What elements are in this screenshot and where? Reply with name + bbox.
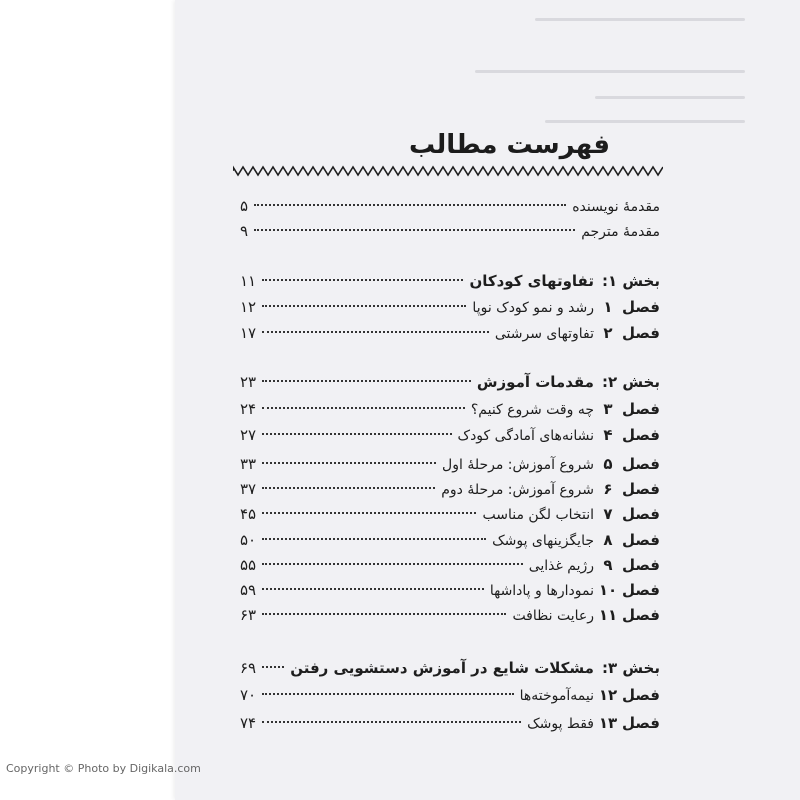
page-number: ۱۱ [240, 272, 257, 290]
chapter-number: ۷ [603, 505, 613, 523]
toc-row-part-3 [240, 659, 660, 685]
page-number: ۲۴ [240, 400, 257, 418]
page-number: ۲۷ [240, 426, 257, 444]
toc-row-chapter-2 [240, 324, 660, 350]
part-title: تفاوتهای کودکان [469, 272, 594, 290]
page-number: ۷۰ [240, 686, 257, 704]
chapter-number: ۱۰ [598, 581, 618, 599]
chapter-label: فصل [622, 455, 660, 473]
toc-row-chapter-1 [240, 298, 660, 324]
page-number: ۵۹ [240, 581, 257, 599]
chapter-number: ۸ [603, 531, 613, 549]
chapter-label: فصل [622, 324, 660, 342]
page-number: ۶۹ [240, 659, 257, 677]
chapter-title: انتخاب لگن مناسب [482, 507, 594, 523]
chapter-number: ۲ [603, 324, 613, 342]
show-through-line [535, 18, 745, 21]
page-number: ۱۲ [240, 298, 257, 316]
chapter-number: ۱۱ [598, 606, 618, 624]
dot-leader [254, 229, 575, 231]
dot-leader [262, 487, 435, 489]
chapter-title: رعایت نظافت [512, 608, 594, 624]
dot-leader [262, 538, 486, 540]
chapter-label: فصل [622, 400, 660, 418]
chapter-title: چه وقت شروع کنیم؟ [470, 402, 594, 418]
part-title: مقدمات آموزش [476, 373, 594, 391]
chapter-number: ۶ [603, 480, 613, 498]
chapter-label: فصل [622, 714, 660, 732]
toc-row-chapter-13 [240, 714, 660, 740]
title-underline-wave [233, 164, 663, 178]
toc-row-chapter-8 [240, 531, 660, 557]
toc-row-intro-translator [240, 222, 660, 248]
chapter-number: ۳ [603, 400, 613, 418]
dot-leader [262, 666, 284, 668]
chapter-label: فصل [622, 531, 660, 549]
chapter-number: ۱۲ [598, 686, 618, 704]
chapter-title: نیمه‌آموخته‌ها [519, 688, 594, 704]
part-label: بخش ۳: [601, 659, 660, 677]
toc-row-chapter-12 [240, 686, 660, 712]
toc-row-chapter-9 [240, 556, 660, 582]
chapter-label: فصل [622, 581, 660, 599]
chapter-label: فصل [622, 480, 660, 498]
chapter-title: تفاوتهای سرشتی [494, 326, 594, 342]
page-number: ۳۳ [240, 455, 257, 473]
chapter-number: ۴ [603, 426, 613, 444]
part-label: بخش ۱: [601, 272, 660, 290]
chapter-label: فصل [622, 606, 660, 624]
chapter-title: شروع آموزش: مرحلهٔ دوم [441, 482, 594, 498]
dot-leader [262, 380, 471, 382]
toc-row-part-2 [240, 373, 660, 399]
chapter-title: نمودارها و پاداشها [489, 583, 594, 599]
show-through-line [545, 120, 745, 123]
dot-leader [262, 721, 521, 723]
toc-entry-title: مقدمهٔ نویسنده [572, 199, 660, 215]
page-number: ۷۴ [240, 714, 257, 732]
dot-leader [262, 433, 451, 435]
chapter-label: فصل [622, 505, 660, 523]
chapter-number: ۹ [603, 556, 613, 574]
copyright-watermark: Copyright © Photo by Digikala.com [6, 762, 201, 775]
dot-leader [262, 563, 523, 565]
chapter-title: فقط پوشک [527, 716, 594, 732]
toc-row-chapter-4 [240, 426, 660, 452]
page-number: ۹ [240, 222, 249, 240]
dot-leader [262, 462, 436, 464]
toc-entry-title: مقدمهٔ مترجم [581, 224, 660, 240]
background-left [0, 0, 175, 800]
part-title: مشکلات شایع در آموزش دستشویی رفتن [290, 659, 594, 677]
toc-row-chapter-10 [240, 581, 660, 607]
toc-row-chapter-3 [240, 400, 660, 426]
dot-leader [262, 279, 463, 281]
chapter-title: رژیم غذایی [528, 558, 594, 574]
dot-leader [262, 613, 506, 615]
show-through-line [595, 96, 745, 99]
chapter-title: رشد و نمو کودک نوپا [472, 300, 594, 316]
toc-row-chapter-6 [240, 480, 660, 506]
page-number: ۶۳ [240, 606, 257, 624]
page-number: ۵۵ [240, 556, 257, 574]
toc-row-chapter-5 [240, 455, 660, 481]
chapter-number: ۵ [603, 455, 613, 473]
chapter-label: فصل [622, 686, 660, 704]
page-number: ۲۳ [240, 373, 257, 391]
page-number: ۱۷ [240, 324, 257, 342]
chapter-label: فصل [622, 556, 660, 574]
dot-leader [262, 305, 466, 307]
page-number: ۵ [240, 197, 249, 215]
toc-row-part-1 [240, 272, 660, 298]
part-label: بخش ۲: [601, 373, 660, 391]
dot-leader [262, 693, 514, 695]
chapter-number: ۱۳ [598, 714, 618, 732]
chapter-label: فصل [622, 298, 660, 316]
page-number: ۳۷ [240, 480, 257, 498]
dot-leader [262, 331, 489, 333]
page-number: ۵۰ [240, 531, 257, 549]
toc-row-chapter-7 [240, 505, 660, 531]
chapter-label: فصل [622, 426, 660, 444]
toc-row-intro-author [240, 197, 660, 223]
chapter-title: نشانه‌های آمادگی کودک [457, 428, 594, 444]
page-number: ۴۵ [240, 505, 257, 523]
show-through-line [475, 70, 745, 73]
chapter-title: جایگزینهای پوشک [492, 533, 594, 549]
dot-leader [262, 407, 465, 409]
dot-leader [262, 512, 476, 514]
chapter-title: شروع آموزش: مرحلهٔ اول [442, 457, 594, 473]
dot-leader [254, 204, 566, 206]
dot-leader [262, 588, 484, 590]
chapter-number: ۱ [603, 298, 613, 316]
page-title: فهرست مطالب [409, 130, 610, 160]
toc-row-chapter-11 [240, 606, 660, 632]
